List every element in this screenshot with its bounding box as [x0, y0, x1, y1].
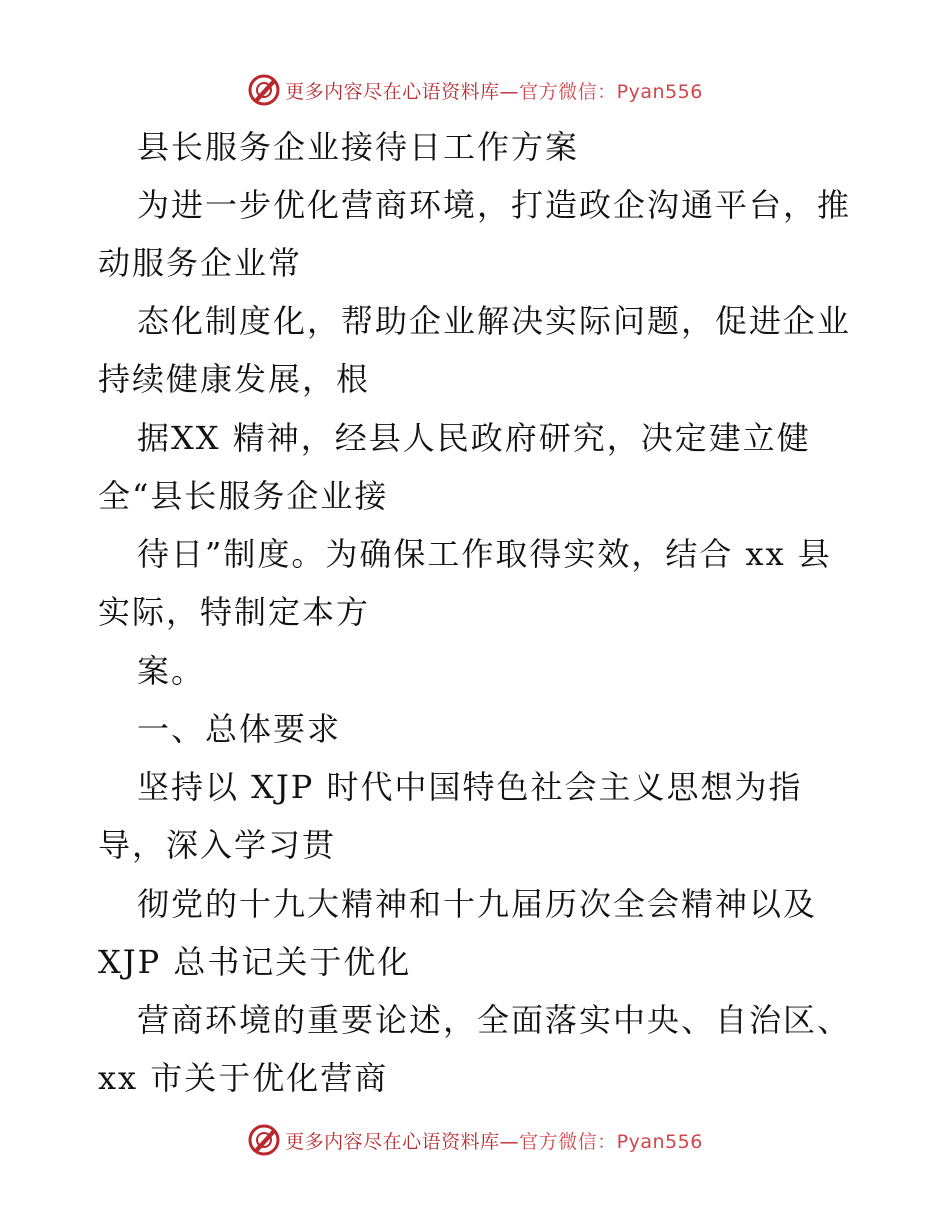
paragraph-line: 彻党的十九大精神和十九届历次全会精神以及	[137, 885, 818, 923]
document-title: 县长服务企业接待日工作方案	[137, 128, 580, 166]
paragraph-line: 营商环境的重要论述，全面落实中央、自治区、	[137, 1001, 852, 1039]
watermark-text: 更多内容尽在心语资料库—官方微信：Pyan556	[285, 1130, 703, 1153]
paragraph-line: 动服务企业常	[98, 244, 303, 282]
paragraph-line: 案。	[137, 652, 206, 690]
watermark-text: 更多内容尽在心语资料库—官方微信：Pyan556	[285, 80, 703, 103]
paragraph-line: 全“县长服务企业接	[98, 477, 389, 515]
paragraph-line: 待日”制度。为确保工作取得实效，结合 xx 县	[137, 535, 832, 573]
paragraph-line: 态化制度化，帮助企业解决实际问题，促进企业	[137, 302, 852, 340]
paragraph-line: XJP 总书记关于优化	[98, 943, 412, 981]
paragraph-line: 导，深入学习贯	[98, 826, 337, 864]
paragraph-line: 持续健康发展，根	[98, 360, 371, 398]
paragraph-line: xx 市关于优化营商	[98, 1059, 389, 1097]
paragraph-line: 据XX 精神，经县人民政府研究，决定建立健	[137, 419, 811, 457]
paragraph-line: 为进一步优化营商环境，打造政企沟通平台，推	[137, 186, 852, 224]
footer-watermark-banner	[0, 1120, 950, 1160]
quill-logo-icon	[247, 1123, 281, 1157]
paragraph-line: 实际，特制定本方	[98, 593, 371, 631]
section-heading: 一、总体要求	[137, 710, 342, 748]
paragraph-line: 坚持以 XJP 时代中国特色社会主义思想为指	[137, 768, 803, 806]
